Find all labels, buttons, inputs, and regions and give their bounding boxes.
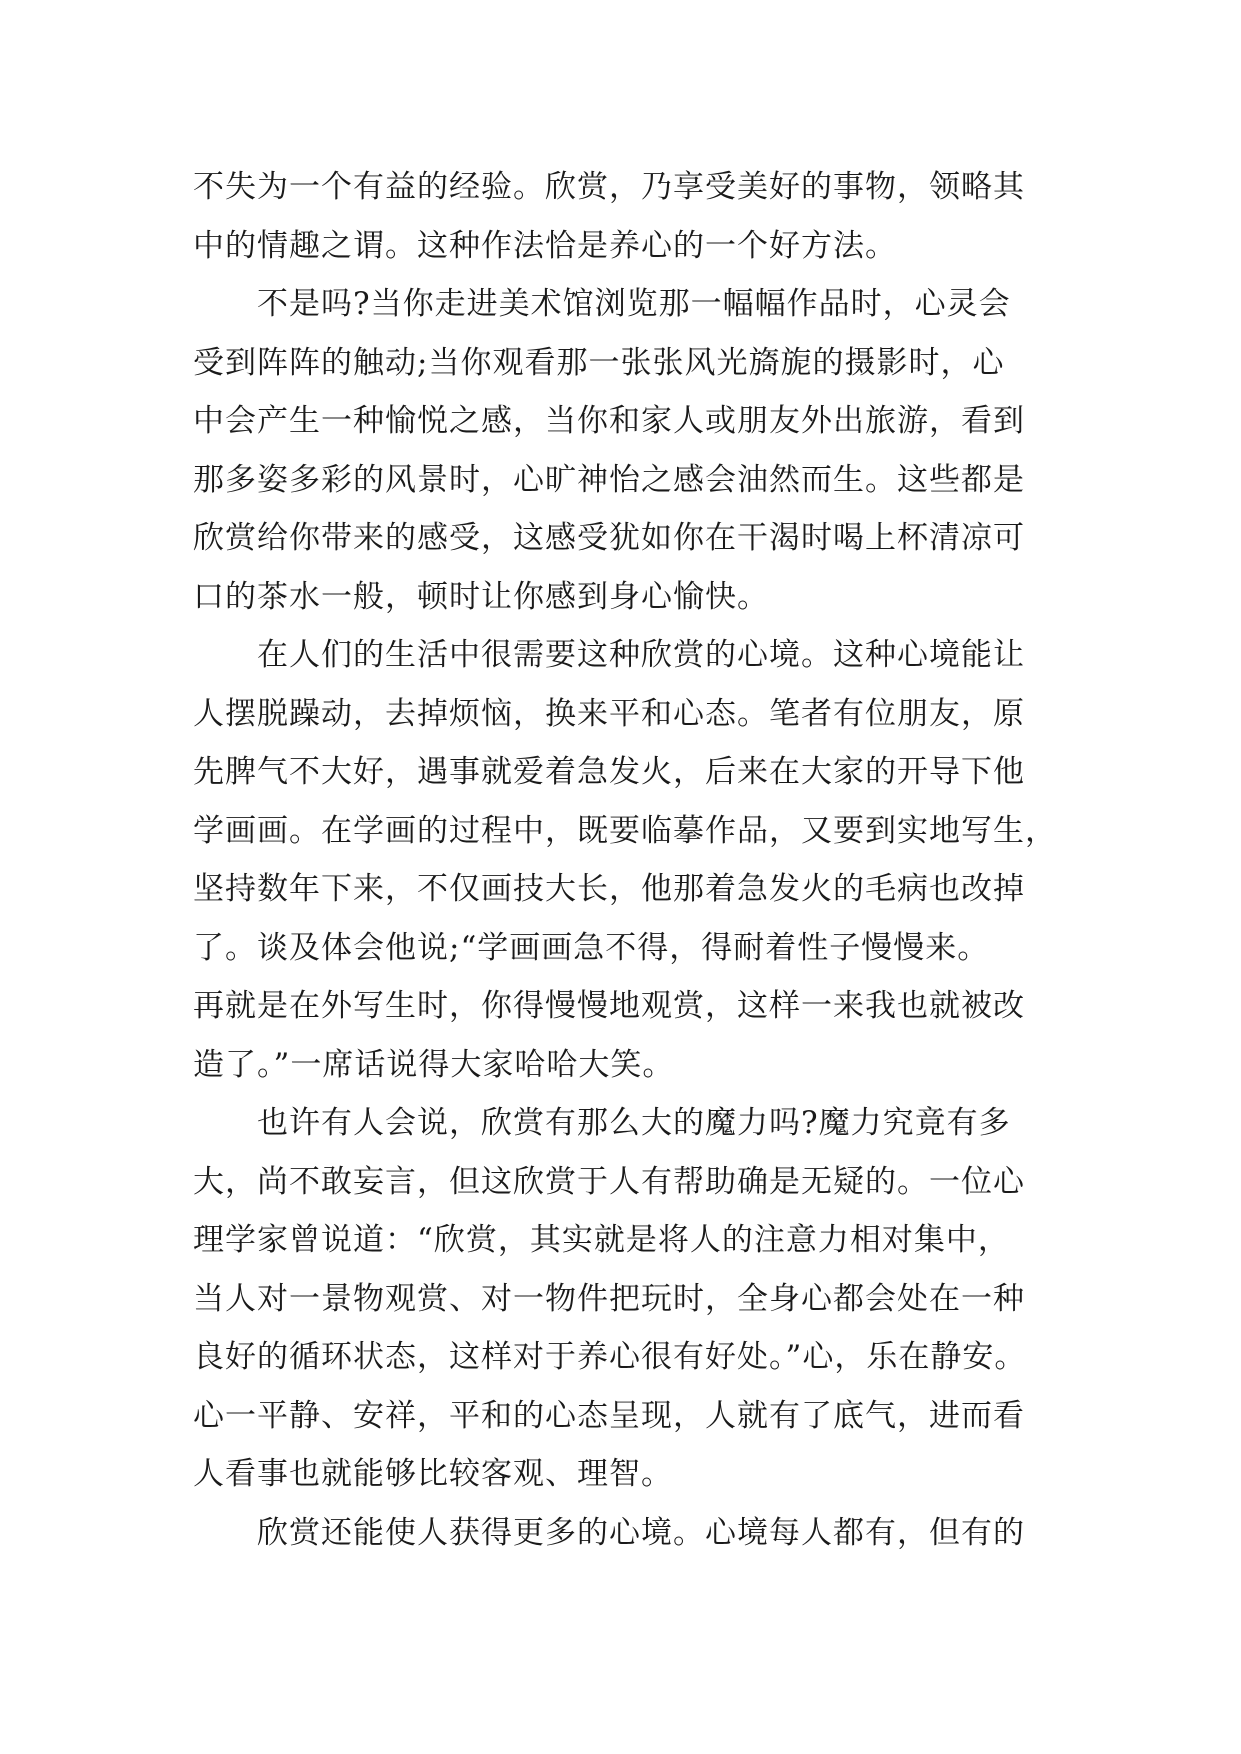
text-line: 不失为一个有益的经验。欣赏，乃享受美好的事物，领略其 [193,169,1025,205]
text-line: 坚持数年下来，不仅画技大长，他那着急发火的毛病也改掉 [193,871,1025,907]
body-text [193,158,1093,1562]
text-line: 那多姿多彩的风景时，心旷神怡之感会油然而生。这些都是 [193,461,1025,498]
text-line: 理学家曾说道：“欣赏，其实就是将人的注意力相对集中， [193,1222,1010,1258]
text-line: 人看事也就能够比较客观、理智。 [193,1456,673,1492]
text-line: 人摆脱躁动，去掉烦恼，换来平和心态。笔者有位朋友，原 [193,695,1025,732]
text-line: 造了。”一席话说得大家哈哈大笑。 [193,1046,675,1083]
text-line: 中会产生一种愉悦之感，当你和家人或朋友外出旅游，看到 [193,403,1025,439]
text-line: 欣赏给你带来的感受，这感受犹如你在干渴时喝上杯清凉可 [193,520,1025,556]
text-line: 当人对一景物观赏、对一物件把玩时，全身心都会处在一种 [193,1280,1025,1317]
text-line: 欣赏还能使人获得更多的心境。心境每人都有，但有的 [193,1514,1025,1551]
text-line: 先脾气不大好，遇事就爱着急发火，后来在大家的开导下他 [193,754,1025,790]
text-line: 良好的循环状态，这样对于养心很有好处。”心，乐在静安。 [193,1339,1027,1375]
text-line: 学画画。在学画的过程中，既要临摹作品，又要到实地写生， [193,812,1057,849]
text-line: 受到阵阵的触动;当你观看那一张张风光旖旎的摄影时，心 [193,344,1005,381]
text-line: 不是吗?当你走进美术馆浏览那一幅幅作品时，心灵会 [193,286,1011,322]
text-line: 再就是在外写生时，你得慢慢地观赏，这样一来我也就被改 [193,988,1025,1024]
text-line: 也许有人会说，欣赏有那么大的魔力吗?魔力究竟有多 [193,1105,1011,1141]
text-line: 大，尚不敢妄言，但这欣赏于人有帮助确是无疑的。一位心 [193,1163,1025,1200]
text-line: 了。谈及体会他说;“学画画急不得，得耐着性子慢慢来。 [193,929,990,966]
text-line: 心一平静、安祥，平和的心态呈现，人就有了底气，进而看 [193,1397,1025,1434]
text-line: 口的茶水一般，顿时让你感到身心愉快。 [193,578,769,615]
text-line: 中的情趣之谓。这种作法恰是养心的一个好方法。 [193,227,897,264]
text-line: 在人们的生活中很需要这种欣赏的心境。这种心境能让 [193,637,1025,673]
